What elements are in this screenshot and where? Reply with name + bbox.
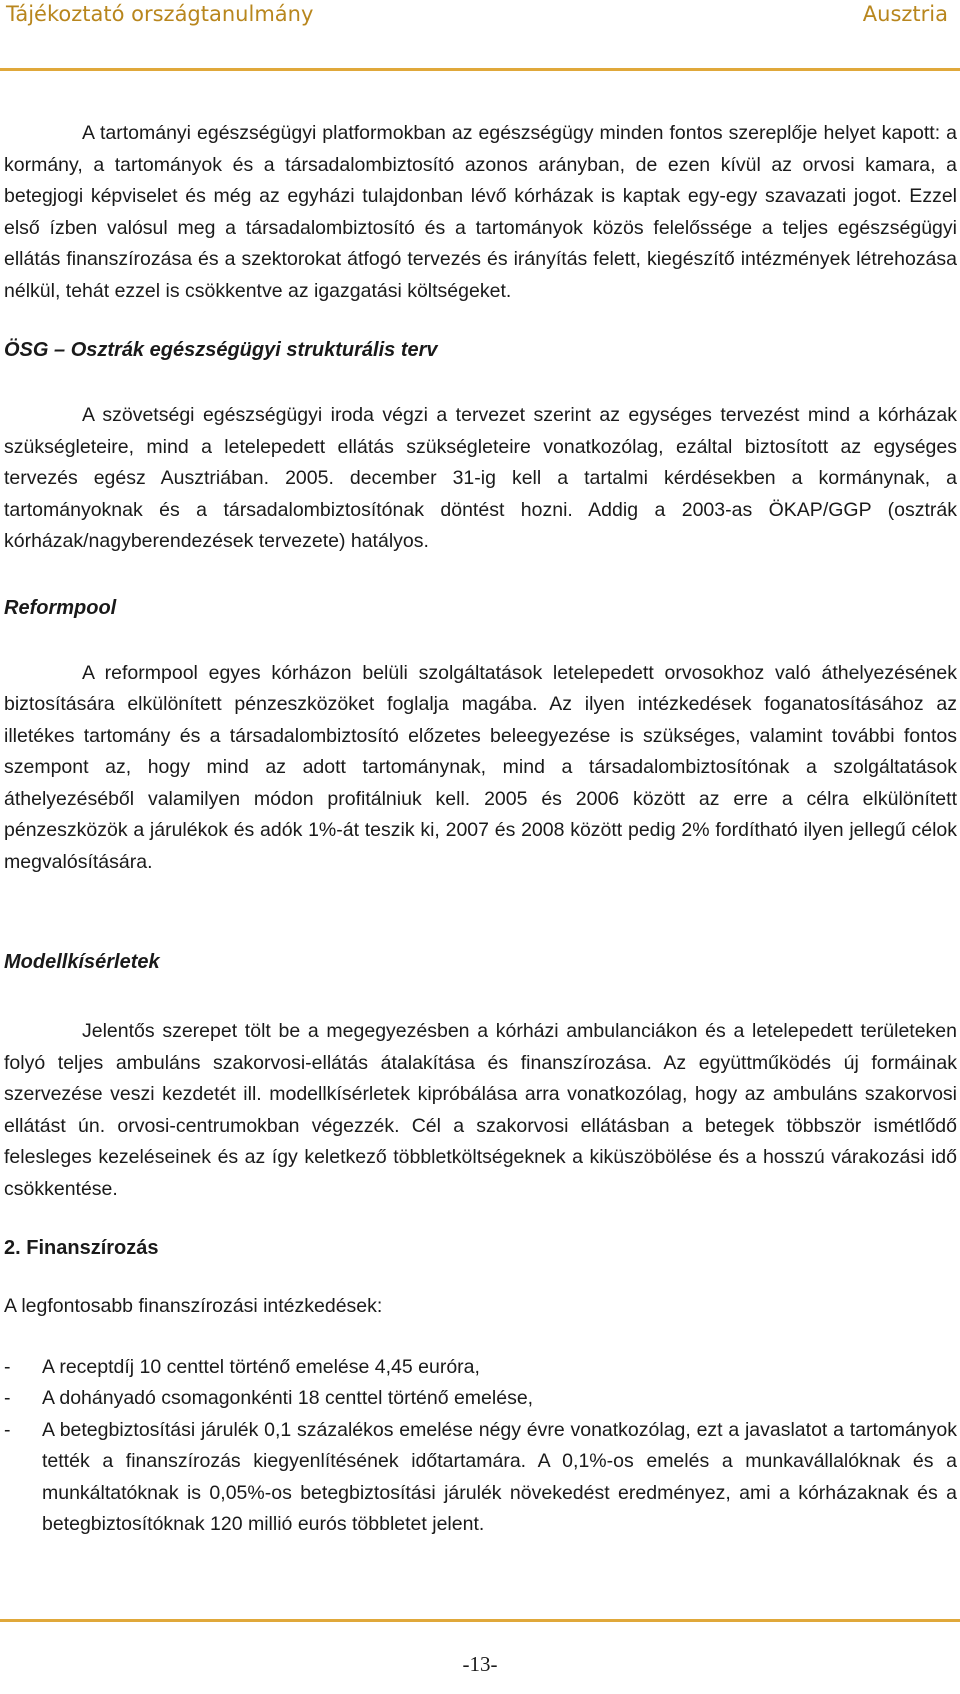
list-item-text: A dohányadó csomagonkénti 18 centtel történő emelése, [42, 1387, 534, 1409]
list-item [4, 1352, 957, 1384]
paragraph-finanszirozas-intro: A legfontosabb finanszírozási intézkedések: [4, 1295, 383, 1317]
paragraph-reformpool: A reformpool egyes kórházon belüli szolgáltatások letelepedett orvosokhoz való áthelyezésének biztosítására elkülönített pénzeszközöket foglalja magába. Az ilyen intézkedések foganatosításához az illetékes tartomány és a társadalombiztosító előzetes beleegyezése is szükséges, valamint további fontos szempont az, hogy mind az adott tartománynak, mind a társadalombiztosítónak a szolgáltatások áthelyezéséből valamilyen módon profitálniuk kell. 2005 és 2006 között az erre a célra elkülönített pénzeszközök a járulékok és adók 1%-át teszik ki, 2007 és 2008 között pedig 2% fordítható ilyen jellegű célok megvalósítására. [4, 661, 957, 873]
document-body [4, 118, 957, 1541]
list-item [4, 1383, 957, 1415]
header-rule [0, 68, 960, 71]
section-heading-reformpool: Reformpool [4, 596, 117, 619]
list-item-text: A receptdíj 10 centtel történő emelése 4,45 euróra, [42, 1355, 480, 1378]
header-country: Ausztria [862, 2, 948, 26]
page-number: -13- [462, 1652, 498, 1676]
header-title: Tájékoztató országtanulmány [6, 2, 314, 26]
paragraph-osg: A szövetségi egészségügyi iroda végzi a tervezet szerint az egységes tervezést mind a kórházak szükségleteire, mind a letelepedett ellátás szükségleteire vonatkozólag, ezáltal biztosított az egységes tervezés egész Ausztriában. 2005. december 31-ig kell a tartalmi kérdésekben a kormánynak, a tartományoknak és a társadalombiztosítónak döntést hozni. Addig a 2003-as ÖKAP/GGP (osztrák kórházak/nagyberendezések tervezete) hatályos. [4, 404, 957, 552]
paragraph-modellkiserletek: Jelentős szerepet tölt be a megegyezésben a kórházi ambulanciákon és a letelepedett területeken folyó teljes ambuláns szakorvosi-ellátás átalakítása és finanszírozása. Az együttműködés új formáinak szervezése veszi kezdetét ill. modellkísérletek kipróbálása arra vonatkozólag, hogy az ambuláns szakorvosi ellátást ún. orvosi-centrumokban végezzék. Cél a szakorvosi ellátásban a betegek többször ismétlődő felesleges kezeléseinek és az így keletkező többletköltségeknek a kiküszöbölése és a hosszú várakozási idő csökkentése. [4, 1020, 957, 1200]
section-heading-modellkiserletek: Modellkísérletek [4, 951, 160, 973]
section-heading-finanszirozas: 2. Finanszírozás [4, 1237, 159, 1259]
footer-rule [0, 1619, 960, 1622]
list-item-text: A betegbiztosítási járulék 0,1 százalékos emelése négy évre vonatkozólag, ezt a javaslatot a tartományok tették a finanszírozás kiegyenlítésének időtartamára. A 0,1%-os emelés a munkavállalóknak és a munkáltatóknak is 0,05%-os betegbiztosítási járulék növekedést eredményez, ami a kórházaknak és a betegbiztosítóknak 120 millió eurós többletet jelent. [42, 1418, 957, 1535]
list-item [4, 1415, 957, 1541]
measures-list [4, 1352, 957, 1541]
paragraph-platforms: A tartományi egészségügyi platformokban az egészségügy minden fontos szereplője helyet kapott: a kormány, a tartományok és a társadalombiztosító azonos arányban, de ezen kívül az orvosi kamara, a betegjogi képviselet és még az egyházi tulajdonban lévő kórházak is kaptak egy-egy szavazati jogot. Ezzel első ízben valósul meg a társadalombiztosító és a tartományok közös felelőssége a teljes egészségügyi ellátás finanszírozása és a szektorokat átfogó tervezés és irányítás felett, kiegészítő intézmények létrehozása nélkül, tehát ezzel is csökkentve az igazgatási költségeket. [4, 122, 957, 302]
list-bullet: - [4, 1355, 11, 1378]
list-bullet: - [4, 1418, 11, 1441]
section-heading-osg: ÖSG – Osztrák egészségügyi strukturális terv [4, 339, 438, 361]
page-header [0, 0, 960, 70]
list-bullet: - [4, 1387, 11, 1409]
